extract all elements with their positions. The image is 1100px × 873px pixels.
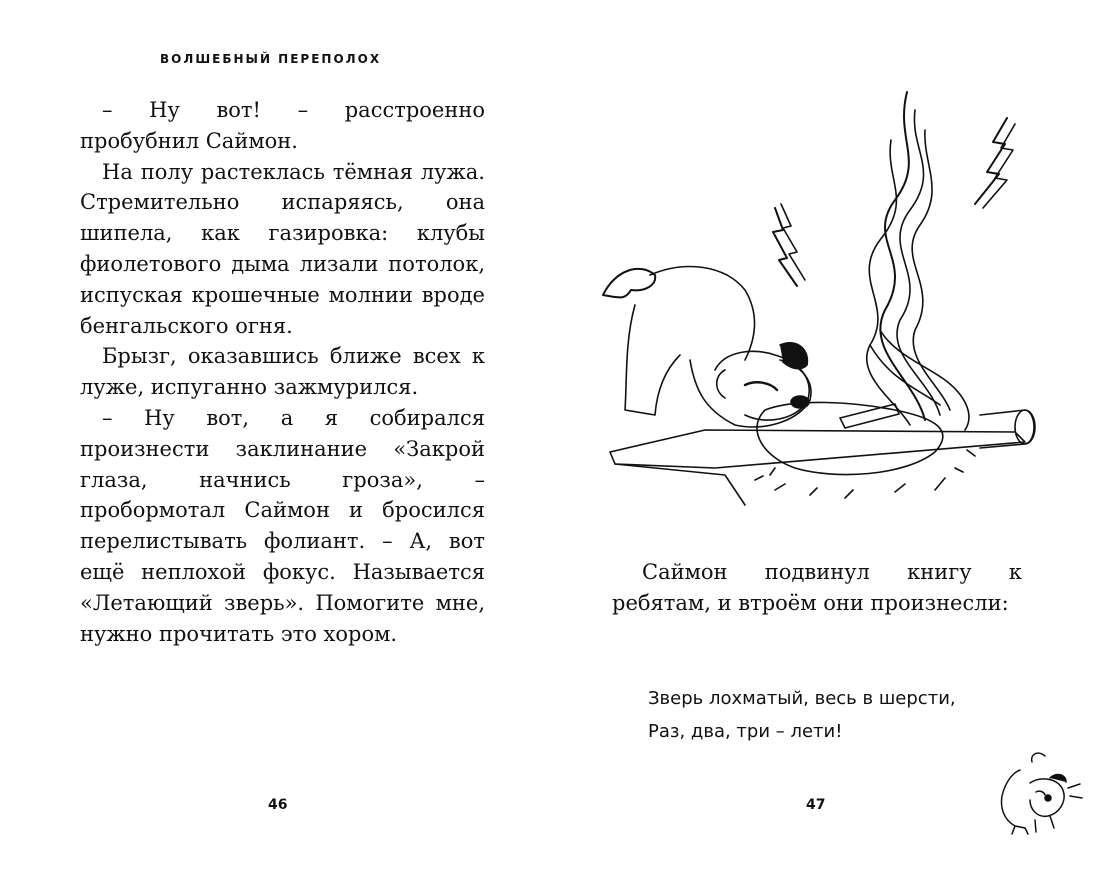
paragraph: Брызг, оказавшись ближе всех к луже, испуганно зажмурился. <box>80 344 485 400</box>
running-title: ВОЛШЕБНЫЙ ПЕРЕПОЛОХ <box>160 52 382 66</box>
dog-smoke-puddle-illustration <box>595 80 1055 510</box>
right-page-text <box>612 557 1022 619</box>
paragraph: – Ну вот, а я собирался произнести заклинание «Закрой глаза, начнись гроза», – пробормотал Саймон и бросился перелистывать фолиант. – А, вот ещё неплохой фокус. Называется «Летающий зверь». Помогите мне, нужно прочитать это хором. <box>80 405 485 646</box>
paragraph: Саймон подвинул книгу к ребятам, и втроём они произнесли: <box>612 560 1022 615</box>
verse-line: Раз, два, три – лети! <box>648 721 843 742</box>
left-page-text <box>80 95 485 649</box>
small-dog-icon <box>990 748 1090 838</box>
paragraph: – Ну вот! – расстроенно пробубнил Саймон. <box>80 98 485 153</box>
spell-verse <box>648 682 956 748</box>
page-number-right: 47 <box>806 797 826 813</box>
verse-line: Зверь лохматый, весь в шерсти, <box>648 688 956 709</box>
page-number-left: 46 <box>268 797 288 813</box>
paragraph: На полу растеклась тёмная лужа. Стремительно испаряясь, она шипела, как газировка: клубы фиолетового дыма лизали потолок, испуская крошечные молнии вроде бенгальского огня. <box>80 159 485 338</box>
